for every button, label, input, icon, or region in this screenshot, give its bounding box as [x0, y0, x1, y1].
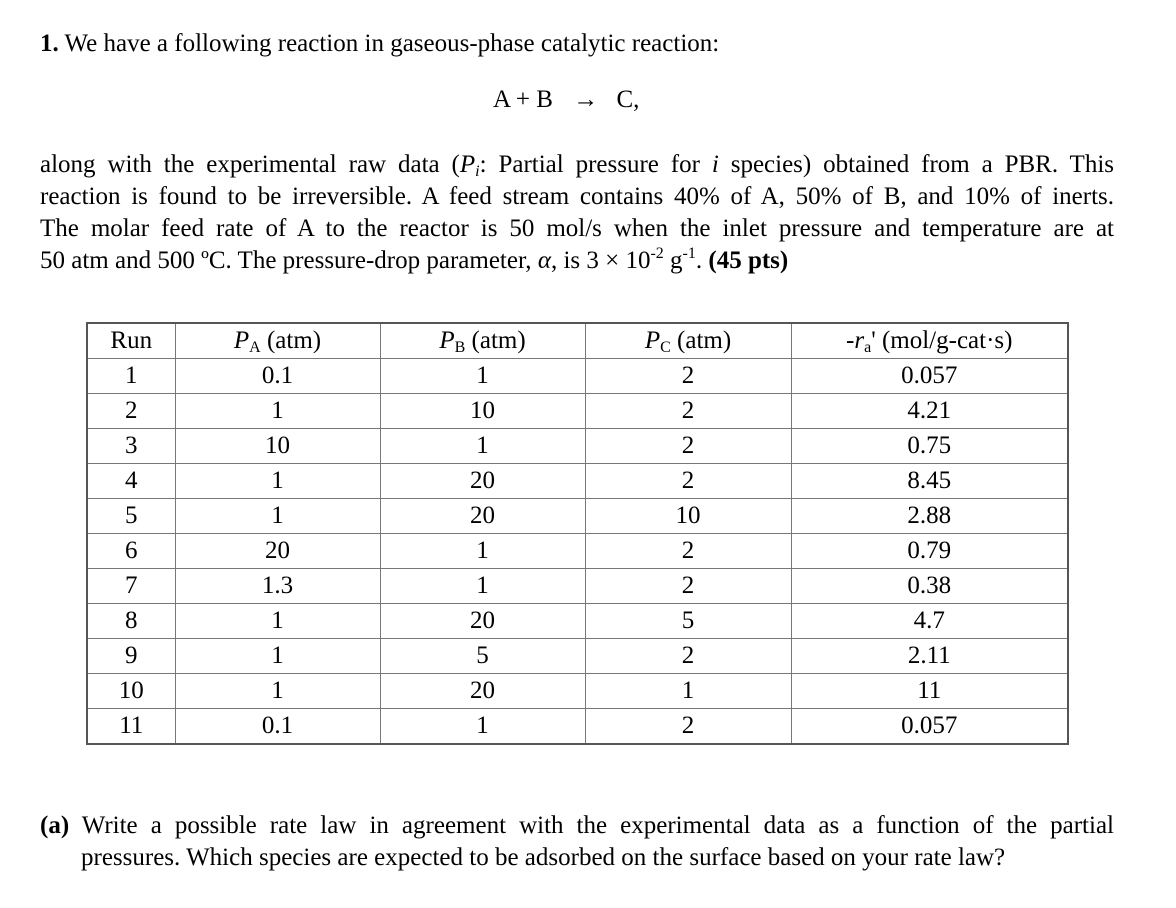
reaction-equation: [493, 86, 639, 114]
reaction-arrow: →: [573, 86, 599, 113]
problem-number: 1.: [40, 30, 59, 57]
cell-rate: 0.38: [791, 569, 1068, 604]
cell-pc: 2: [585, 534, 791, 569]
table-header-row: [87, 323, 1068, 359]
cell-pa: 1: [175, 499, 380, 534]
table-row: [87, 639, 1068, 674]
table-row: [87, 534, 1068, 569]
reaction-reactants: A + B: [493, 86, 553, 113]
cell-pb: 1: [380, 359, 585, 394]
cell-rate: 4.21: [791, 394, 1068, 429]
part-a-line-1: (a) Write a possible rate law in agreement with the experimental data as a function of the partial: [40, 812, 1114, 839]
cell-run: 11: [87, 709, 175, 745]
cell-rate: 11: [791, 674, 1068, 709]
cell-pc: 2: [585, 359, 791, 394]
description-line-2: reaction is found to be irreversible. A feed stream contains 40% of A, 50% of B, and 10% of inerts.: [40, 183, 1114, 210]
cell-pa: 1: [175, 464, 380, 499]
cell-pc: 2: [585, 429, 791, 464]
table-row: [87, 429, 1068, 464]
cell-pc: 2: [585, 569, 791, 604]
alpha-symbol: α: [537, 247, 551, 274]
cell-pb: 10: [380, 394, 585, 429]
cell-pb: 1: [380, 569, 585, 604]
cell-pa: 1.3: [175, 569, 380, 604]
cell-pb: 20: [380, 674, 585, 709]
intro-text: We have a following reaction in gaseous-phase catalytic reaction:: [58, 30, 720, 57]
table-row: [87, 499, 1068, 534]
description-line-4: 50 atm and 500 ºC. The pressure-drop parameter, α, is $3 \times 10^{-2}$ $g^{-1}$. (45 pts): [40, 245, 789, 274]
cell-pa: 1: [175, 604, 380, 639]
cell-pa: 1: [175, 674, 380, 709]
cell-run: 2: [87, 394, 175, 429]
cell-pb: 1: [380, 709, 585, 745]
cell-pa: 20: [175, 534, 380, 569]
cell-rate: 2.11: [791, 639, 1068, 674]
cell-pa: 0.1: [175, 709, 380, 745]
cell-pb: 1: [380, 429, 585, 464]
cell-run: 3: [87, 429, 175, 464]
header-run: Run: [87, 323, 175, 359]
cell-run: 8: [87, 604, 175, 639]
cell-rate: 8.45: [791, 464, 1068, 499]
cell-pa: 0.1: [175, 359, 380, 394]
cell-pc: 1: [585, 674, 791, 709]
cell-pb: 20: [380, 604, 585, 639]
cell-run: 1: [87, 359, 175, 394]
cell-pb: 5: [380, 639, 585, 674]
table-row: [87, 394, 1068, 429]
points-label: (45 pts): [708, 247, 789, 274]
problem-description: [40, 149, 1114, 277]
problem-statement-intro: [40, 28, 719, 60]
cell-pc: 2: [585, 464, 791, 499]
description-line-3: The molar feed rate of A to the reactor is 50 mol/s when the inlet pressure and temperature are at: [40, 215, 1114, 242]
cell-run: 4: [87, 464, 175, 499]
table-row: [87, 569, 1068, 604]
cell-rate: 0.75: [791, 429, 1068, 464]
cell-run: 5: [87, 499, 175, 534]
cell-pc: 2: [585, 639, 791, 674]
table-row: [87, 674, 1068, 709]
cell-rate: 2.88: [791, 499, 1068, 534]
cell-pa: 10: [175, 429, 380, 464]
part-a-label: (a): [40, 812, 70, 839]
cell-pa: 1: [175, 394, 380, 429]
header-pc: $P_C$ (atm): [585, 323, 791, 359]
header-rate: $-r_a'$ (mol/g-cat·s): [791, 323, 1068, 359]
table-row: [87, 359, 1068, 394]
cell-rate: 0.057: [791, 709, 1068, 745]
reaction-product: C,: [616, 86, 640, 113]
cell-pb: 20: [380, 499, 585, 534]
table-row: [87, 709, 1068, 745]
experimental-data-table: [86, 322, 1069, 745]
cell-run: 7: [87, 569, 175, 604]
cell-pc: 2: [585, 394, 791, 429]
cell-pc: 5: [585, 604, 791, 639]
cell-pb: 20: [380, 464, 585, 499]
table-row: [87, 604, 1068, 639]
cell-pc: 2: [585, 709, 791, 745]
cell-run: 10: [87, 674, 175, 709]
cell-rate: 0.057: [791, 359, 1068, 394]
header-pb: $P_B$ (atm): [380, 323, 585, 359]
header-pa: $P_A$ (atm): [175, 323, 380, 359]
cell-pb: 1: [380, 534, 585, 569]
cell-run: 9: [87, 639, 175, 674]
cell-rate: 4.7: [791, 604, 1068, 639]
table-row: [87, 464, 1068, 499]
cell-pa: 1: [175, 639, 380, 674]
part-a-question: [40, 810, 1114, 874]
cell-run: 6: [87, 534, 175, 569]
part-a-line-2: pressures. Which species are expected to be adsorbed on the surface based on your rate law?: [81, 844, 1006, 871]
cell-pc: 10: [585, 499, 791, 534]
description-line-1: along with the experimental raw data ($P_i$: Partial pressure for i species) obtained from a PBR. This: [40, 151, 1115, 180]
cell-rate: 0.79: [791, 534, 1068, 569]
